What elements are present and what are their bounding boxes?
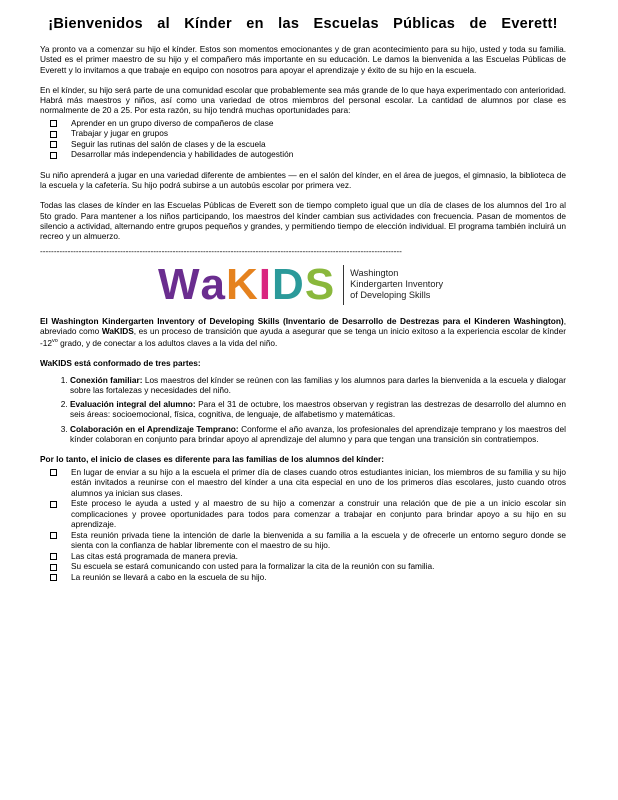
list-item: 3. Colaboración en el Aprendizaje Temprano: Conforme el año avanza, los profesionales del aprendizaje temprano y los maestros del kínder colaboran en conjunto para brindar apoyo al aprendizaje del alumno y para que tengan una transición sin contratiempos. <box>70 424 566 445</box>
logo-subtitle-line: Washington <box>350 268 399 279</box>
checkbox-square-icon <box>50 131 57 138</box>
list-item: Seguir las rutinas del salón de clases y de la escuela <box>48 139 566 150</box>
intro-paragraph: Ya pronto va a comenzar su hijo el kínder. Estos son momentos emocionantes y de gran acontecimiento para su hijo, usted y toda su familia. Usted es el primer maestro de su hijo y el compañero más importante en su educación. Le damos la bienvenida a las Escuelas Públicas de Everett y lo invitamos a que trabaje en equipo con nosotros para apoyar el aprendizaje y éxito de su hijo en la escuela. <box>40 44 566 75</box>
logo-letter: D <box>272 259 305 309</box>
checkbox-square-icon <box>50 120 57 127</box>
wakids-logo-wordmark <box>158 259 336 309</box>
checkbox-square-icon <box>50 469 57 476</box>
checkbox-square-icon <box>50 141 57 148</box>
list-item: Esta reunión privada tiene la intención de darle la bienvenida a su familia a la escuela y de ofrecerle un entorno seguro donde se sienta con la confianza de hablar libremente con el maestro de su hijo. <box>48 530 566 551</box>
logo-subtitle-line: of Developing Skills <box>350 290 431 301</box>
logo-letter: I <box>258 259 273 309</box>
list-item: Su escuela se estará comunicando con usted para la formalizar la cita de la reunión con su familia. <box>48 561 566 572</box>
logo-subtitle <box>350 268 443 301</box>
list-item: Desarrollar más independencia y habilidades de autogestión <box>48 149 566 160</box>
logo-divider <box>343 265 344 305</box>
list-item: En lugar de enviar a su hijo a la escuela el primer día de clases cuando otros estudiantes inician, los miembros de su familia y su hijo están invitados a reunirse con el maestro del kínder a una cita especial en uno de los primeros días escolares, justo cuando otros alumnos ya inician sus clases. <box>48 467 566 499</box>
checkbox-square-icon <box>50 501 57 508</box>
logo-letter: S <box>304 259 336 309</box>
logo-subtitle-line: Kindergarten Inventory <box>350 279 444 290</box>
separator-line: ----------------------------------------------------------------------------------------------------------------------------------- <box>40 245 402 256</box>
reasons-heading: Por lo tanto, el inicio de clases es diferente para las familias de los alumnos del kínder: <box>40 454 384 465</box>
parts-list <box>40 375 566 445</box>
wakids-full-name: El Washington Kindergarten Inventory of Developing Skills (Inventario de Desarrollo de Destrezas para el Kinderen Washington) <box>40 315 564 326</box>
classes-paragraph: Todas las clases de kínder en las Escuelas Públicas de Everett son de tiempo completo igual que un día de clases de los alumnos del 1ro al 5to grado. Para mantener a los niños participando, los maestros del kínder cambian sus actividades con frecuencia. Pasan de momentos de silencio a actividad, alternando entre grupos pequeños y grandes, y permitiendo tiempo de elección individual. El programa también incluirá un recreo y un almuerzo. <box>40 200 566 242</box>
list-item: 2. Evaluación integral del alumno: Para el 31 de octubre, los maestros observan y registran las destrezas de desarrollo del alumno en seis áreas: socioemocional, física, cognitiva, de lenguaje, de alfabetismo y matemáticas. <box>70 399 566 420</box>
checkbox-square-icon <box>50 532 57 539</box>
wakids-logo <box>158 259 566 309</box>
opportunities-list <box>40 118 566 160</box>
kinder-paragraph: En el kínder, su hijo será parte de una comunidad escolar que probablemente sea más grande de lo que haya experimentado con anterioridad. Habrá más maestros y niños, así como una variedad de otros miembros del personal escolar. La cantidad de alumnos por clase es normalmente de 20 a 25. Por esta razón, su hijo tendrá muchas oportunidades para: <box>40 84 566 116</box>
checkbox-square-icon <box>50 553 57 560</box>
logo-letter: W <box>158 259 201 309</box>
logo-letter: a <box>200 259 227 309</box>
list-item: Aprender en un grupo diverso de compañeros de clase <box>48 118 566 129</box>
parts-heading: WaKIDS está conformado de tres partes: <box>40 358 201 369</box>
list-item: Este proceso le ayuda a usted y al maestro de su hijo a comenzar a construir una relación que de pie a un inicio escolar sin complicaciones y provee oportunidades para todos para comenzar a trabajar en conjunto para brindar apoyo a su hijo en su aprendizaje. <box>48 498 566 530</box>
logo-letter: K <box>226 259 259 309</box>
checkbox-square-icon <box>50 152 57 159</box>
wakids-paragraph: El Washington Kindergarten Inventory of Developing Skills (Inventario de Desarrollo de Destrezas para el Kinderen Washington), abreviado como WaKIDS, es un proceso de transición que ayuda a asegurar que se tenga un inicio exitoso a la experiencia escolar de kínder $-12^{vo}$ grado, y de conectar a los adultos claves a la vida del niño. <box>40 315 566 348</box>
play-paragraph: Su niño aprenderá a jugar en una variedad diferente de ambientes — en el salón del kínder, en el área de juegos, el gimnasio, la biblioteca de la escuela y la cafetería. Su hijo podrá subirse a un autobús escolar por primera vez. <box>40 169 566 191</box>
page-title: ¡Bienvenidos al Kínder en las Escuelas Públicas de Everett! <box>48 16 558 32</box>
reasons-list <box>40 467 566 583</box>
list-item: Trabajar y jugar en grupos <box>48 128 566 139</box>
wakids-abbr: WaKIDS <box>101 325 134 336</box>
list-item: La reunión se llevará a cabo en la escuela de su hijo. <box>48 572 566 583</box>
list-item: 1. Conexión familiar: Los maestros del kínder se reúnen con las familias y los alumnos para darles la bienvenida a la escuela y dialogar sobre las fortalezas y necesidades del niño. <box>70 375 566 396</box>
checkbox-square-icon <box>50 574 57 581</box>
checkbox-square-icon <box>50 564 57 571</box>
list-item: Las citas está programada de manera previa. <box>48 551 566 562</box>
